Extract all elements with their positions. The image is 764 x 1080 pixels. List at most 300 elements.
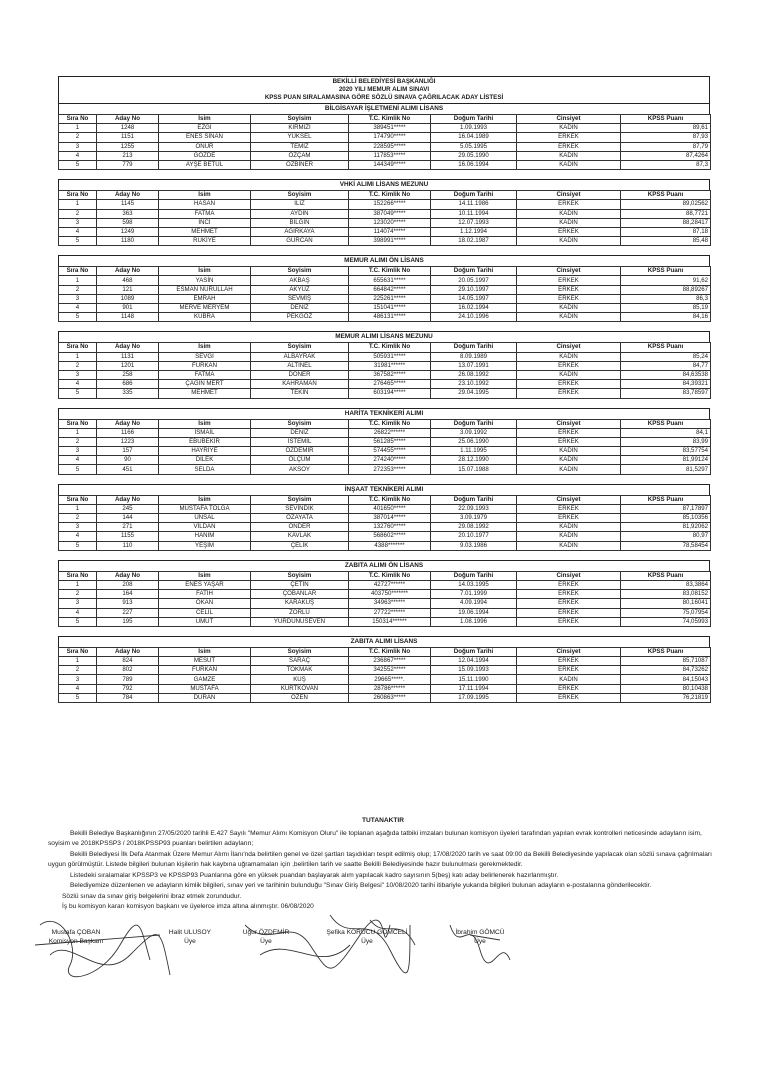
table-cell: 17.09.1995 <box>431 693 517 702</box>
table-cell: ÇETİN <box>251 580 349 589</box>
table-cell: KUŞ <box>251 675 349 684</box>
table-cell: 84,1 <box>621 428 711 437</box>
table-cell: 84,77 <box>621 361 711 370</box>
table-cell: 132760***** <box>349 523 431 532</box>
column-header: Cinsiyet <box>517 115 621 124</box>
table-cell: UMUT <box>159 617 251 626</box>
table-cell: 5 <box>59 160 97 169</box>
table-cell: 20.05.1997 <box>431 276 517 285</box>
table-cell: 150314****** <box>349 617 431 626</box>
table-cell: ERKEK <box>517 389 621 398</box>
section <box>58 255 710 322</box>
table-cell: KAVLAK <box>251 532 349 541</box>
table-row <box>59 361 711 370</box>
table-cell: GAMZE <box>159 675 251 684</box>
table-cell: ERKEK <box>517 200 621 209</box>
table-cell: ERKEK <box>517 684 621 693</box>
table-cell: 123020***** <box>349 218 431 227</box>
table-row <box>59 465 711 474</box>
table-cell: 1131 <box>97 352 159 361</box>
column-header: KPSS Puanı <box>621 419 711 428</box>
column-header: Doğum Tarihi <box>431 267 517 276</box>
table-header-row <box>59 419 711 428</box>
table-cell: 664842***** <box>349 285 431 294</box>
table-row <box>59 389 711 398</box>
table-row <box>59 133 711 142</box>
table-cell: 1.09.1993 <box>431 124 517 133</box>
table-cell: 26.08.1992 <box>431 370 517 379</box>
table-cell: 1.11.1995 <box>431 447 517 456</box>
table-cell: 87,93 <box>621 133 711 142</box>
table-cell: HANIM <box>159 532 251 541</box>
table-cell: 4 <box>59 151 97 160</box>
table-cell: ERKEK <box>517 599 621 608</box>
table-cell: 3 <box>59 142 97 151</box>
column-header: Aday No <box>97 495 159 504</box>
table-cell: 792 <box>97 684 159 693</box>
table-cell: 20.10.1977 <box>431 532 517 541</box>
candidate-table <box>58 190 711 246</box>
table-row <box>59 304 711 313</box>
document-header <box>58 76 710 103</box>
signatory-1 <box>36 928 116 946</box>
candidate-table <box>58 266 711 322</box>
table-cell: 389451***** <box>349 124 431 133</box>
table-cell: 7.01.1999 <box>431 590 517 599</box>
table-cell: HAYRİYE <box>159 447 251 456</box>
table-cell: İSMAİL <box>159 428 251 437</box>
signatory-4 <box>312 928 422 946</box>
table-cell: TEKİN <box>251 389 349 398</box>
table-cell: 29.04.1995 <box>431 389 517 398</box>
table-header-row <box>59 647 711 656</box>
table-cell: YASİN <box>159 276 251 285</box>
table-cell: DİLEK <box>159 456 251 465</box>
tutanak-paragraph: İş bu komisyon kararı komisyon başkanı ve üyelerce imza altına alınmıştır. 06/08/2020 <box>62 903 314 910</box>
table-cell: RUKİYE <box>159 237 251 246</box>
section-title: MEMUR ALIMI LİSANS MEZUNU <box>58 331 710 342</box>
table-cell: ERKEK <box>517 666 621 675</box>
table-cell: ÇOBANLAR <box>251 590 349 599</box>
table-cell: 164 <box>97 590 159 599</box>
column-header: İsim <box>159 495 251 504</box>
table-row <box>59 599 711 608</box>
column-header: Soyisim <box>251 571 349 580</box>
column-header: Cinsiyet <box>517 191 621 200</box>
table-cell: 5 <box>59 313 97 322</box>
table-cell: KADIN <box>517 160 621 169</box>
column-header: KPSS Puanı <box>621 647 711 656</box>
table-cell: 16.04.1989 <box>431 133 517 142</box>
column-header: T.C. Kimlik No <box>349 115 431 124</box>
table-cell: FATMA <box>159 209 251 218</box>
table-cell: 84,15043 <box>621 675 711 684</box>
table-cell: 655631***** <box>349 276 431 285</box>
table-cell: 1 <box>59 352 97 361</box>
table-cell: TOKMAK <box>251 666 349 675</box>
table-cell: 84,39321 <box>621 380 711 389</box>
table-header-row <box>59 343 711 352</box>
table-cell: SEVGİ <box>159 352 251 361</box>
table-cell: 12.04.1994 <box>431 657 517 666</box>
signatory-5 <box>440 928 520 946</box>
table-cell: DURAN <box>159 693 251 702</box>
column-header: Sıra No <box>59 571 97 580</box>
table-row <box>59 657 711 666</box>
table-cell: 8.09.1989 <box>431 352 517 361</box>
table-cell: 87,18 <box>621 227 711 236</box>
table-cell: 401650***** <box>349 504 431 513</box>
table-row <box>59 352 711 361</box>
header-line-2: 2020 YILI MEMUR ALIM SINAVI <box>338 86 430 93</box>
table-cell: ERKEK <box>517 657 621 666</box>
column-header: KPSS Puanı <box>621 571 711 580</box>
table-cell: 28786****** <box>349 684 431 693</box>
section-title: VHKİ ALIMI LİSANS MEZUNU <box>58 179 710 190</box>
table-cell: EMRAH <box>159 294 251 303</box>
column-header: İsim <box>159 191 251 200</box>
column-header: Sıra No <box>59 343 97 352</box>
table-cell: 16.06.1994 <box>431 160 517 169</box>
table-row <box>59 276 711 285</box>
table-cell: 4 <box>59 380 97 389</box>
table-cell: ÖZDEMİR <box>251 447 349 456</box>
table-cell: TEMİZ <box>251 142 349 151</box>
table-cell: 110 <box>97 541 159 550</box>
table-cell: 335 <box>97 389 159 398</box>
table-header-row <box>59 571 711 580</box>
table-cell: SEVİNDİK <box>251 504 349 513</box>
table-cell: 3 <box>59 294 97 303</box>
table-cell: 29.10.1997 <box>431 285 517 294</box>
table-cell: 1148 <box>97 313 159 322</box>
column-header: KPSS Puanı <box>621 191 711 200</box>
table-cell: 2 <box>59 590 97 599</box>
table-cell: 4 <box>59 608 97 617</box>
table-cell: 87,3 <box>621 160 711 169</box>
table-cell: 89,02562 <box>621 200 711 209</box>
table-cell: 802 <box>97 666 159 675</box>
candidate-table <box>58 571 711 627</box>
table-cell: 14.03.1995 <box>431 580 517 589</box>
table-cell: 1 <box>59 580 97 589</box>
table-cell: 26822****** <box>349 428 431 437</box>
table-cell: 274240***** <box>349 456 431 465</box>
table-cell: ÇELİK <box>251 541 349 550</box>
table-cell: ALTINEL <box>251 361 349 370</box>
table-cell: ERKEK <box>517 133 621 142</box>
table-cell: 686 <box>97 380 159 389</box>
table-header-row <box>59 191 711 200</box>
table-cell: 1 <box>59 276 97 285</box>
column-header: Soyisim <box>251 647 349 656</box>
table-cell: KADIN <box>517 209 621 218</box>
table-row <box>59 693 711 702</box>
candidate-table <box>58 114 711 170</box>
tutanak-paragraph: Listedeki sıralamalar KPSSP3 ve KPSSP93 Puanlarına göre en yüksek puandan başlayarak alım yapılacak kadro sayısının 5(beş) katı aday belirlenerek hazırlanmıştır. <box>70 871 559 879</box>
tutanak-paragraph: Bekilli Belediyesi İlk Defa Atanmak Üzere Memur Alımı İlanı'nda belirtilen genel ve özel şartları taşıdıkları tespit edilmiş olup; 17/08/2020 tarih ve saat 09:00 da Bekilli Belediyesinde yapılacak olan sözlü sınava çağrılmaları uygun görülmüştür. Listede bilgileri bulunan kişilerin hak kaybına uğramamaları için ,belirtilen tarih ve saatte Bekilli Belediyesinde hazır bulunulması gerekmektedir. <box>48 850 712 868</box>
table-cell: 144349***** <box>349 160 431 169</box>
table-cell: 13.07.1991 <box>431 361 517 370</box>
table-cell: 1166 <box>97 428 159 437</box>
section-title: MEMUR ALIMI ÖN LİSANS <box>58 255 710 266</box>
section-title: BİLGİSAYAR İŞLETMENİ ALIMI LİSANS <box>58 103 710 114</box>
table-cell: 14.11.1986 <box>431 200 517 209</box>
candidate-table <box>58 419 711 475</box>
column-header: Sıra No <box>59 191 97 200</box>
table-cell: 83,78597 <box>621 389 711 398</box>
table-cell: MEHMET <box>159 227 251 236</box>
table-cell: 117853***** <box>349 151 431 160</box>
table-cell: 1 <box>59 657 97 666</box>
table-cell: 31981****** <box>349 361 431 370</box>
table-cell: AKYÜZ <box>251 285 349 294</box>
table-row <box>59 617 711 626</box>
signatory-name: Mustafa ÇOBAN <box>51 929 101 936</box>
table-cell: 88,28417 <box>621 218 711 227</box>
table-cell: 83,57754 <box>621 447 711 456</box>
table-row <box>59 504 711 513</box>
column-header: T.C. Kimlik No <box>349 647 431 656</box>
section <box>58 331 710 398</box>
table-row <box>59 675 711 684</box>
table-cell: 561285***** <box>349 437 431 446</box>
table-cell: 1145 <box>97 200 159 209</box>
table-cell: 28.12.1990 <box>431 456 517 465</box>
table-cell: 84,73262 <box>621 666 711 675</box>
table-cell: 144 <box>97 514 159 523</box>
column-header: Doğum Tarihi <box>431 647 517 656</box>
table-cell: ILIZ <box>251 200 349 209</box>
table-cell: ÖLÇÜM <box>251 456 349 465</box>
table-cell: 260863***** <box>349 693 431 702</box>
table-cell: KADIN <box>517 532 621 541</box>
table-cell: 1 <box>59 200 97 209</box>
table-cell: 1255 <box>97 142 159 151</box>
table-row <box>59 532 711 541</box>
table-cell: 1201 <box>97 361 159 370</box>
table-cell: 598 <box>97 218 159 227</box>
table-cell: 152266***** <box>349 200 431 209</box>
table-cell: 1249 <box>97 227 159 236</box>
table-cell: 5 <box>59 237 97 246</box>
table-cell: KADIN <box>517 523 621 532</box>
table-cell: 227 <box>97 608 159 617</box>
table-cell: SELDA <box>159 465 251 474</box>
table-cell: KADIN <box>517 370 621 379</box>
column-header: Cinsiyet <box>517 647 621 656</box>
table-cell: ZORLU <box>251 608 349 617</box>
signatory-role: Üye <box>260 938 272 945</box>
table-cell: 151041***** <box>349 304 431 313</box>
table-cell: ERKEK <box>517 285 621 294</box>
table-cell: 398991***** <box>349 237 431 246</box>
table-cell: 5 <box>59 617 97 626</box>
table-cell: 16.02.1994 <box>431 304 517 313</box>
table-cell: 1089 <box>97 294 159 303</box>
table-cell: DENİZ <box>251 304 349 313</box>
column-header: Soyisim <box>251 419 349 428</box>
signatory-name: Uğur ÖZDEMİR <box>242 929 290 936</box>
table-cell: 114074***** <box>349 227 431 236</box>
table-cell: 258 <box>97 370 159 379</box>
table-cell: 225261***** <box>349 294 431 303</box>
table-cell: 3 <box>59 218 97 227</box>
column-header: Aday No <box>97 267 159 276</box>
candidate-table <box>58 647 711 703</box>
column-header: KPSS Puanı <box>621 115 711 124</box>
table-cell: GÜRCAN <box>251 237 349 246</box>
column-header: Soyisim <box>251 343 349 352</box>
table-cell: ERKEK <box>517 428 621 437</box>
table-cell: 9.03.1986 <box>431 541 517 550</box>
table-cell: KAHRAMAN <box>251 380 349 389</box>
table-cell: EZGİ <box>159 124 251 133</box>
section <box>58 408 710 475</box>
table-cell: ONUR <box>159 142 251 151</box>
table-cell: ERKEK <box>517 276 621 285</box>
table-cell: KADIN <box>517 456 621 465</box>
table-cell: 1151 <box>97 133 159 142</box>
column-header: Cinsiyet <box>517 343 621 352</box>
table-cell: KARAKUŞ <box>251 599 349 608</box>
table-cell: ÖZBİNER <box>251 160 349 169</box>
table-cell: ERKEK <box>517 361 621 370</box>
table-cell: 157 <box>97 447 159 456</box>
table-cell: KADIN <box>517 465 621 474</box>
table-cell: 23.10.1992 <box>431 380 517 389</box>
column-header: Sıra No <box>59 495 97 504</box>
table-cell: 86,3 <box>621 294 711 303</box>
column-header: KPSS Puanı <box>621 343 711 352</box>
tutanak-title: TUTANAKTIR <box>362 817 404 824</box>
signatory-name: Şefika KORUCU GÖMCELİ <box>326 929 408 936</box>
table-cell: 90 <box>97 456 159 465</box>
section <box>58 560 710 627</box>
table-cell: 1.08.1996 <box>431 617 517 626</box>
table-cell: DÖNER <box>251 370 349 379</box>
table-cell: 271 <box>97 523 159 532</box>
table-cell: 1155 <box>97 532 159 541</box>
table-cell: 84,63538 <box>621 370 711 379</box>
table-cell: ERKEK <box>517 227 621 236</box>
table-cell: 4.09.1994 <box>431 599 517 608</box>
column-header: KPSS Puanı <box>621 495 711 504</box>
table-row <box>59 200 711 209</box>
table-cell: DENİZ <box>251 428 349 437</box>
table-cell: 85,10356 <box>621 514 711 523</box>
section <box>58 636 710 703</box>
table-cell: 363 <box>97 209 159 218</box>
table-cell: 2 <box>59 285 97 294</box>
table-cell: MUSTAFA TOLGA <box>159 504 251 513</box>
table-cell: 5 <box>59 541 97 550</box>
table-cell: 12.07.1993 <box>431 218 517 227</box>
table-cell: 1 <box>59 124 97 133</box>
table-cell: 1.12.1994 <box>431 227 517 236</box>
table-cell: 3 <box>59 523 97 532</box>
table-cell: 81,99124 <box>621 456 711 465</box>
table-cell: 2 <box>59 133 97 142</box>
table-cell: 1180 <box>97 237 159 246</box>
signature-scribbles <box>30 905 670 990</box>
table-cell: 779 <box>97 160 159 169</box>
table-row <box>59 514 711 523</box>
column-header: T.C. Kimlik No <box>349 191 431 200</box>
tutanak-paragraph: Belediyemize düzenlenen ve adayların kimlik bilgileri, sınav yeri ve tarihinin bulunduğu "Sınav Giriş Belgesi" 10/08/2020 tarihi itibariyle yukarıda bilgileri bulunan adayların e-postalarına gönderilecektir. <box>70 882 652 889</box>
signatory-role: Üye <box>474 938 486 945</box>
table-cell: AĞIRKAYA <box>251 227 349 236</box>
table-row <box>59 447 711 456</box>
table-cell: 85,24 <box>621 352 711 361</box>
candidate-table <box>58 342 711 398</box>
table-cell: 603194***** <box>349 389 431 398</box>
table-cell: 15.09.1993 <box>431 666 517 675</box>
table-cell: MESUT <box>159 657 251 666</box>
section-title: ZABITA ALIMI LİSANS <box>58 636 710 647</box>
table-cell: 24.10.1996 <box>431 313 517 322</box>
column-header: İsim <box>159 343 251 352</box>
table-cell: 88,89267 <box>621 285 711 294</box>
table-cell: SARAÇ <box>251 657 349 666</box>
table-cell: 568602***** <box>349 532 431 541</box>
table-cell: 2 <box>59 361 97 370</box>
table-cell: 236867***** <box>349 657 431 666</box>
table-cell: ÜNSAL <box>159 514 251 523</box>
table-cell: 505931***** <box>349 352 431 361</box>
section-title: İNŞAAT TEKNİKERİ ALIMI <box>58 484 710 495</box>
table-cell: 78,58454 <box>621 541 711 550</box>
table-cell: ÇAĞIN MERT <box>159 380 251 389</box>
column-header: Aday No <box>97 419 159 428</box>
table-cell: SEVMİŞ <box>251 294 349 303</box>
table-row <box>59 227 711 236</box>
column-header: T.C. Kimlik No <box>349 419 431 428</box>
column-header: T.C. Kimlik No <box>349 267 431 276</box>
table-cell: ERKEK <box>517 617 621 626</box>
table-cell: 27722****** <box>349 608 431 617</box>
tutanak <box>48 816 718 913</box>
table-cell: ERKEK <box>517 437 621 446</box>
column-header: Sıra No <box>59 647 97 656</box>
signatory-3 <box>224 928 308 946</box>
table-row <box>59 608 711 617</box>
table-cell: 5 <box>59 693 97 702</box>
table-row <box>59 580 711 589</box>
table-cell: KADIN <box>517 218 621 227</box>
table-cell: 25.06.1990 <box>431 437 517 446</box>
table-cell: 87,79 <box>621 142 711 151</box>
table-cell: 83,08152 <box>621 590 711 599</box>
table-cell: 85,71087 <box>621 657 711 666</box>
column-header: Doğum Tarihi <box>431 343 517 352</box>
table-cell: 5 <box>59 389 97 398</box>
section-title: ZABITA ALIMI ÖN LİSANS <box>58 560 710 571</box>
table-cell: KADIN <box>517 237 621 246</box>
table-cell: ESMAN NURULLAH <box>159 285 251 294</box>
table-cell: KIRMIZI <box>251 124 349 133</box>
table-cell: AYŞE BETÜL <box>159 160 251 169</box>
table-cell: İNCİ <box>159 218 251 227</box>
table-cell: KADIN <box>517 313 621 322</box>
section <box>58 484 710 551</box>
table-cell: MERVE MERYEM <box>159 304 251 313</box>
table-cell: 1248 <box>97 124 159 133</box>
table-cell: 3.09.1992 <box>431 428 517 437</box>
column-header: Cinsiyet <box>517 571 621 580</box>
table-cell: EBUBEKİR <box>159 437 251 446</box>
table-cell: ALBAYRAK <box>251 352 349 361</box>
